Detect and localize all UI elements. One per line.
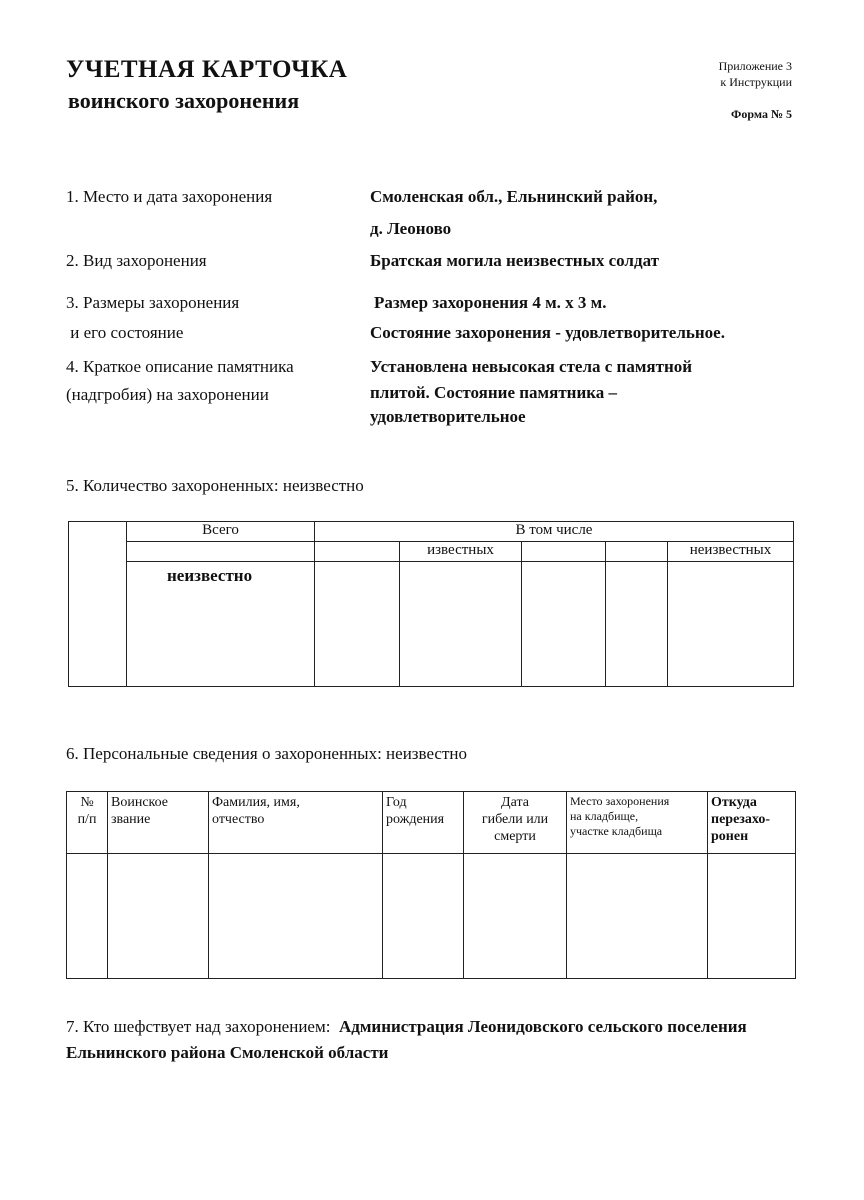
- form-number: Форма № 5: [731, 107, 792, 121]
- cell-4: [606, 562, 668, 687]
- col-sub-3: [522, 542, 606, 562]
- col-sub-4: [606, 542, 668, 562]
- data-cell-7: [708, 854, 796, 979]
- section-7: [66, 1014, 786, 1066]
- section-6-heading: 6. Персональные сведения о захороненных: неизвестно: [66, 744, 467, 763]
- col-rank-header: Воинское звание: [108, 792, 209, 854]
- col-from-header: Откуда перезахо- ронен: [708, 792, 796, 854]
- appendix-note: [719, 58, 792, 90]
- field-1-value-line-1: Смоленская обл., Ельнинский район,: [370, 187, 658, 206]
- row-header-cell: [69, 522, 127, 687]
- col-death-header: Дата гибели или смерти: [464, 792, 567, 854]
- card-title: УЧЕТНАЯ КАРТОЧКА: [66, 56, 348, 83]
- field-3-label-line-2: и его состояние: [66, 323, 184, 342]
- data-cell-5: [464, 854, 567, 979]
- field-3-value-line-1: Размер захоронения 4 м. х 3 м.: [374, 293, 607, 312]
- field-1-label: 1. Место и дата захоронения: [66, 187, 273, 206]
- section-5-heading: 5. Количество захороненных: неизвестно: [66, 476, 364, 495]
- cell-5: [668, 562, 794, 687]
- field-2-label: 2. Вид захоронения: [66, 251, 207, 270]
- field-4-label-line-2: (надгробия) на захоронении: [66, 385, 269, 404]
- col-birth-header: Год рождения: [383, 792, 464, 854]
- personal-data-table: [66, 791, 796, 979]
- section-7-label: 7. Кто шефствует над захоронением:: [66, 1017, 339, 1036]
- col-unknown-header: неизвестных: [668, 542, 794, 562]
- cell-1: [315, 562, 400, 687]
- cell-3: [522, 562, 606, 687]
- field-4-value-line-1: Установлена невысокая стела с памятной: [370, 357, 693, 376]
- appendix-line-2: к Инструкции: [720, 75, 792, 89]
- burial-count-table: [68, 521, 794, 687]
- col-num-header: № п/п: [67, 792, 108, 854]
- field-4-value-line-2: плитой. Состояние памятника –: [370, 383, 618, 402]
- data-cell-2: [108, 854, 209, 979]
- col-including-header: В том числе: [315, 522, 794, 542]
- field-4-value-line-3: удовлетворительное: [370, 407, 526, 426]
- data-cell-4: [383, 854, 464, 979]
- col-total-header: Всего: [127, 522, 315, 542]
- field-1-value-line-2: д. Леоново: [370, 219, 452, 238]
- field-3-value-line-2: Состояние захоронения - удовлетворительное.: [370, 323, 725, 342]
- field-3-label-line-1: 3. Размеры захоронения: [66, 293, 240, 312]
- col-total-sub: [127, 542, 315, 562]
- card-subtitle: воинского захоронения: [68, 88, 300, 113]
- section-7-value: Администрация Леонидовского сельского поселения Ельнинского района Смоленской области: [66, 1017, 747, 1062]
- field-4-label-line-1: 4. Краткое описание памятника: [66, 357, 294, 376]
- field-2-value: Братская могила неизвестных солдат: [370, 251, 659, 270]
- data-cell-1: [67, 854, 108, 979]
- col-sub-1: [315, 542, 400, 562]
- col-known-header: известных: [400, 542, 522, 562]
- total-value-cell: неизвестно: [127, 562, 315, 687]
- appendix-line-1: Приложение 3: [718, 59, 792, 73]
- cell-2: [400, 562, 522, 687]
- col-name-header: Фамилия, имя, отчество: [209, 792, 383, 854]
- data-cell-3: [209, 854, 383, 979]
- col-place-header: Место захоронения на кладбище, участке кладбища: [567, 792, 708, 854]
- data-cell-6: [567, 854, 708, 979]
